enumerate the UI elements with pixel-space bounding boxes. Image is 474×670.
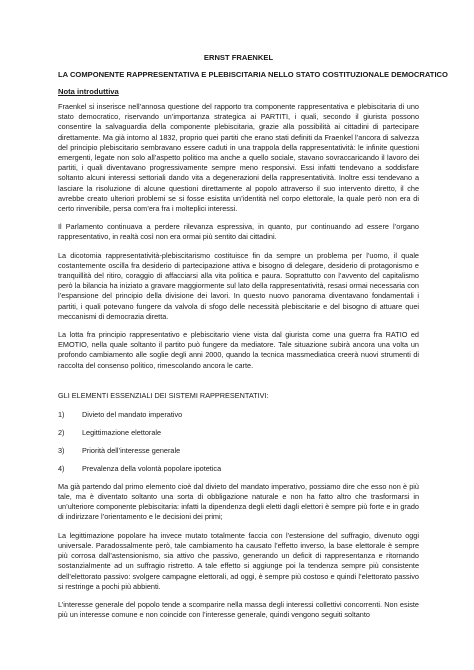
section-heading-nota: Nota introduttiva: [58, 87, 119, 96]
paragraph-parlamento: Il Parlamento continuava a perdere rilevanza espressiva, in quanto, pur continuando ad essere l’organo rappresentativo, in realtà così non era ormai più sentito dai cittadini.: [58, 222, 419, 242]
list-item-text: Divieto del mandato imperativo: [82, 409, 183, 419]
paragraph-lotta: La lotta fra principio rappresentativo e plebiscitario viene vista dal giurista come una guerra fra RATIO ed EMOTIO, nella quale soltanto il partito può fungere da mediatore. Tale situazione subirà ancora una volta un profondo cambiamento alle soglie degli anni 2000, quando la tecnica massmediatica creerà nuovi strumenti di raccolta del consenso politico, rimescolando ancora le carte.: [58, 330, 419, 370]
list-item: [58, 464, 419, 474]
paragraph-dicotomia: La dicotomia rappresentatività-plebiscitarismo costituisce fin da sempre un problema per l’uomo, il quale costantemente oscilla fra desiderio di partecipazione attiva e bisogno di delegare, desiderio di protagonismo e tranquillità del ritiro, coraggio di affacciarsi alla vita politica e paura. Soprattutto con l’avvento del capitalismo però la bilancia ha iniziato a gravare maggiormente sul lato della rappresentatività, resasi ormai necessaria con l’espansione del principio della divisione dei lavori. In questo nuovo panorama diventavano fondamentali i partiti, i quali potevano fungere da valvola di sfogo delle necessità plebiscitarie e del bisogno di attuare quei meccanismi di democrazia diretta.: [58, 250, 419, 321]
list-item-number: 1): [58, 409, 65, 419]
list-item-text: Legittimazione elettorale: [82, 427, 162, 437]
elements-list: [58, 410, 419, 474]
list-item: [58, 428, 419, 438]
list-item: [58, 446, 419, 456]
paragraph-interesse: L’interesse generale del popolo tende a scomparire nella massa degli interessi collettivi concorrenti. Non esiste più un interesse comune e non coincide con l’interesse generale, quindi vengono seguiti soltanto: [58, 599, 419, 620]
list-item-number: 4): [58, 463, 65, 473]
paragraph-legittimazione: La legittimazione popolare ha invece mutato totalmente faccia con l’estensione del suffragio, divenuto oggi universale. Paradossalmente però, tale cambiamento ha causato l’effetto inverso, la base elettorale è sempre più corrosa dall’astensionismo, sia attivo che passivo, generando un deficit di rappresentanza e ritornando sostanzialmente ad un suffragio ristretto. A tale effetto si aggiunge poi la tendenza sempre più consistente dell’elettorato passivo: svolgere campagne elettorali, ad oggi, è sempre più costoso e quindi l’elettorato passivo si restringe a pochi più abbienti.: [58, 530, 419, 591]
document-author: ERNST FRAENKEL: [203, 53, 274, 62]
paragraph-mandato: Ma già partendo dal primo elemento cioè dal divieto del mandato imperativo, possiamo dire che esso non è più tale, ma è diventato soltanto una sorta di obbligazione naturale e non ha fatto altro che trasformarsi in un’ulteriore componente plebiscitaria: infatti la dipendenza degli eletti dagli elettori è sempre più forte e in grado di indirizzare l’orientamento e le decisioni dei primi;: [58, 481, 419, 522]
list-item-text: Priorità dell’interesse generale: [82, 445, 181, 455]
list-item-text: Prevalenza della volontà popolare ipotetica: [82, 463, 222, 473]
document-title: LA COMPONENTE RAPPRESENTATIVA E PLEBISCITARIA NELLO STATO COSTITUZIONALE DEMOCRATICO: [58, 70, 448, 79]
list-item: [58, 410, 419, 420]
elements-heading: GLI ELEMENTI ESSENZIALI DEI SISTEMI RAPPRESENTATIVI:: [58, 390, 269, 400]
list-item-number: 2): [58, 427, 65, 437]
spacer: [58, 379, 419, 391]
list-item-number: 3): [58, 445, 65, 455]
paragraph-intro: Fraenkel si inserisce nell’annosa questione del rapporto tra componente rappresentativa e plebiscitaria di uno stato democratico, riservando un’importanza strategica ai PARTITI, i quali, secondo il giurista possono consentire la salvaguardia della componente plebiscitaria, grazie alla possibilità ai cittadini di partecipare direttamente. Ma già intorno al 1832, proprio quei partiti che erano stati definiti da Fraenkel l’ancora di salvezza del principio plebiscitario sembravano essere caduti in una trappola della rappresentatività: le infinite questioni emergenti, legate non solo all’aspetto politico ma anche a quello sociale, stavano sovraccaricando il lavoro dei partiti, i quali diventavano progressivamente sempre meno responsivi. Essi infatti tendevano a soddisfare soltanto alcuni interessi settoriali dando vita a degenerazioni della rappresentatività. Inoltre essi tendevano a lasciare la risoluzione di alcune questioni direttamente al popolo attraverso il suo intervento diretto, il che avrebbe creato ulteriori problemi se si fosse esistita un’identità nel corpo elettorale, la quale però non era di certo rinvenibile, persa com’era fra i molteplici interessi.: [58, 102, 419, 214]
